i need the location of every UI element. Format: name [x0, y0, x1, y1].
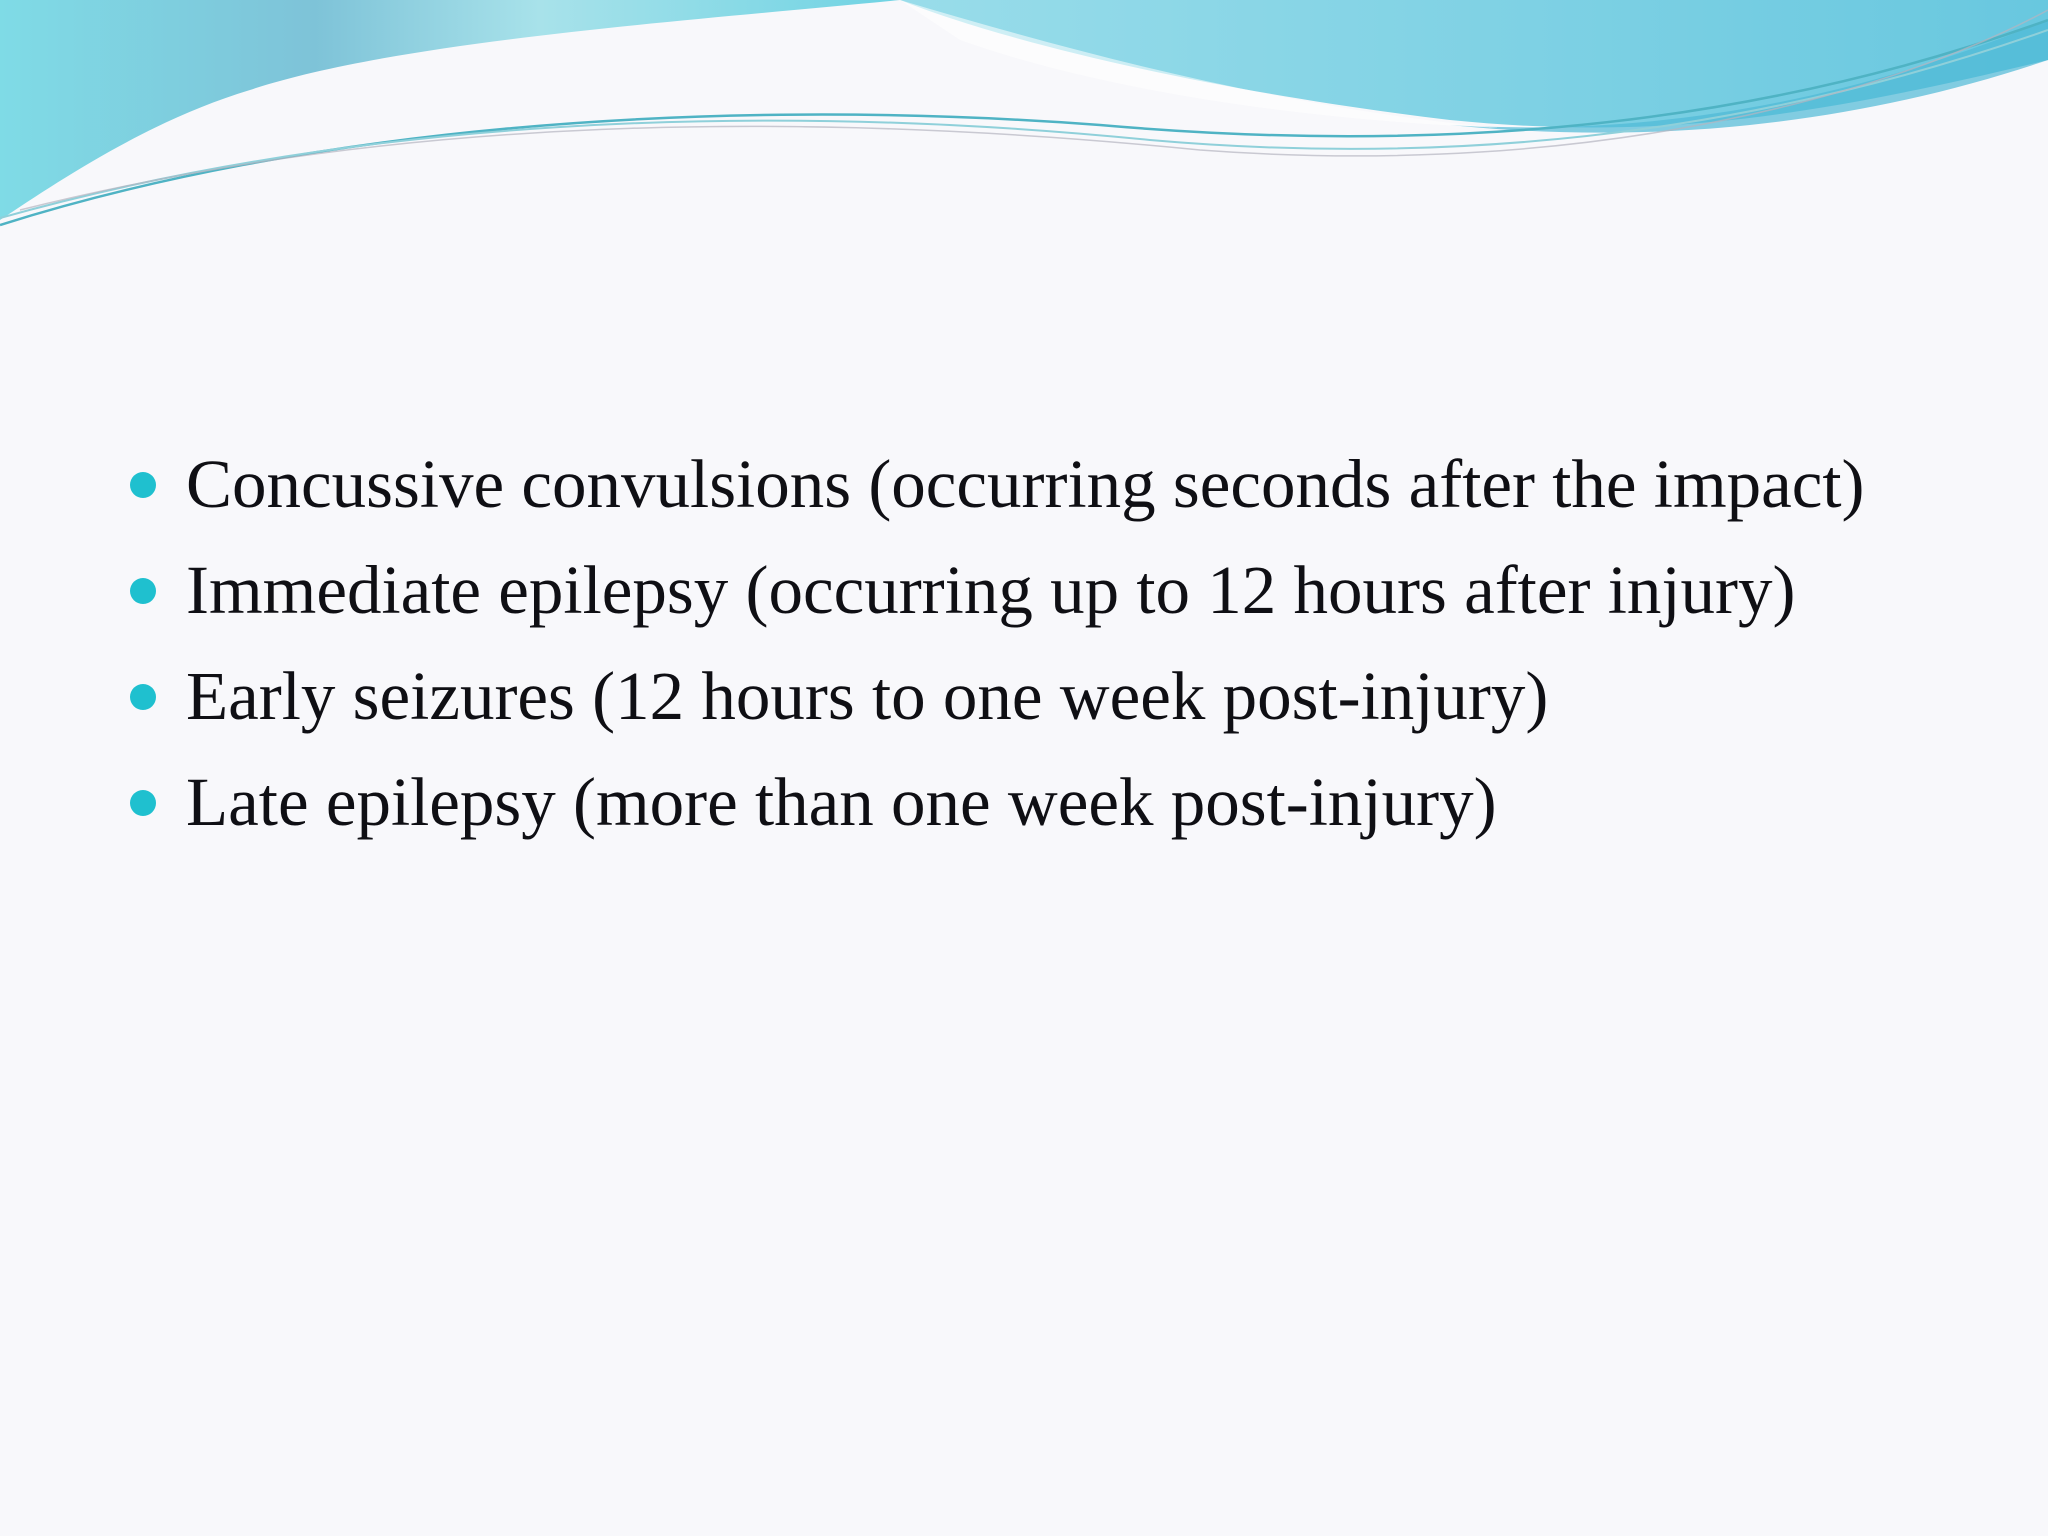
bullet-item — [128, 546, 1928, 634]
bullet-item — [128, 652, 1928, 740]
bullet-text: Late epilepsy (more than one week post-injury) — [186, 764, 1497, 840]
bullet-dot-icon — [130, 578, 156, 604]
bullet-dot-icon — [130, 684, 156, 710]
bullet-dot-icon — [130, 790, 156, 816]
bullet-text: Concussive convulsions (occurring seconds after the impact) — [186, 446, 1865, 522]
bullet-text: Early seizures (12 hours to one week post-injury) — [186, 658, 1549, 734]
bullet-list — [128, 440, 1928, 864]
bullet-item — [128, 758, 1928, 846]
bullet-dot-icon — [130, 472, 156, 498]
bullet-text: Immediate epilepsy (occurring up to 12 hours after injury) — [186, 552, 1796, 628]
bullet-item — [128, 440, 1928, 528]
wave-header-decoration — [0, 0, 2048, 240]
